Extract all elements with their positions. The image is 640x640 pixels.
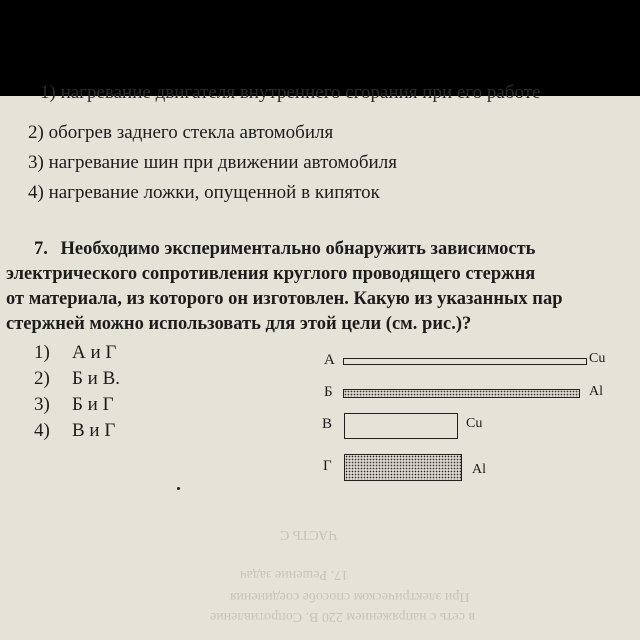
page [0, 82, 640, 640]
rod-label-g: Г [323, 458, 332, 474]
bleed-through-text: ЧАСТЬ С [280, 527, 338, 542]
question-line: от материала, из которого он изготовлен. Какую из указанных пар [6, 289, 563, 309]
answer-option [34, 394, 114, 416]
question-text: Необходимо экспериментально обнаружить зависимость [60, 239, 536, 259]
question-line: стержней можно использовать для этой цели (см. рис.)? [6, 314, 472, 334]
rod-a [343, 358, 587, 365]
rod-material-g: Al [472, 462, 486, 477]
rod-label-b: Б [324, 384, 333, 400]
list-item: 2) обогрев заднего стекла автомобиля [28, 122, 334, 143]
rod-label-a: А [324, 352, 335, 368]
option-text: Б и В. [72, 368, 121, 389]
rod-material-v: Cu [466, 416, 483, 431]
bleed-through-text: 17. Решение задач [240, 567, 349, 582]
rod-v [344, 413, 458, 439]
option-number: 1) [34, 342, 50, 363]
question-line: электрического сопротивления круглого проводящего стержня [6, 264, 536, 284]
rod-g [344, 454, 462, 481]
option-text: Б и Г [72, 394, 114, 415]
bleed-through-text: При электрическом способе соединения [230, 589, 470, 604]
list-item-cut: 1) нагревание двигателя внутреннего сгорания при его работе [40, 82, 541, 103]
answer-option [34, 368, 120, 390]
rod-material-a: Cu [589, 351, 606, 366]
bleed-through-text: в сеть с напряжением 220 В. Сопротивление [210, 609, 476, 624]
option-number: 2) [34, 368, 50, 389]
question-line [34, 238, 535, 260]
rod-material-b: Al [589, 384, 603, 399]
option-text: А и Г [72, 342, 117, 363]
question-number: 7. [34, 239, 48, 259]
rod-b [343, 389, 580, 398]
option-number: 3) [34, 394, 50, 415]
answer-option [34, 342, 116, 364]
list-item: 4) нагревание ложки, опущенной в кипяток [28, 182, 380, 203]
ink-dot [177, 487, 180, 490]
option-text: В и Г [72, 420, 116, 441]
list-item: 3) нагревание шин при движении автомобиля [28, 152, 397, 173]
rod-label-v: В [322, 416, 333, 432]
answer-option [34, 420, 115, 442]
option-number: 4) [34, 420, 50, 441]
